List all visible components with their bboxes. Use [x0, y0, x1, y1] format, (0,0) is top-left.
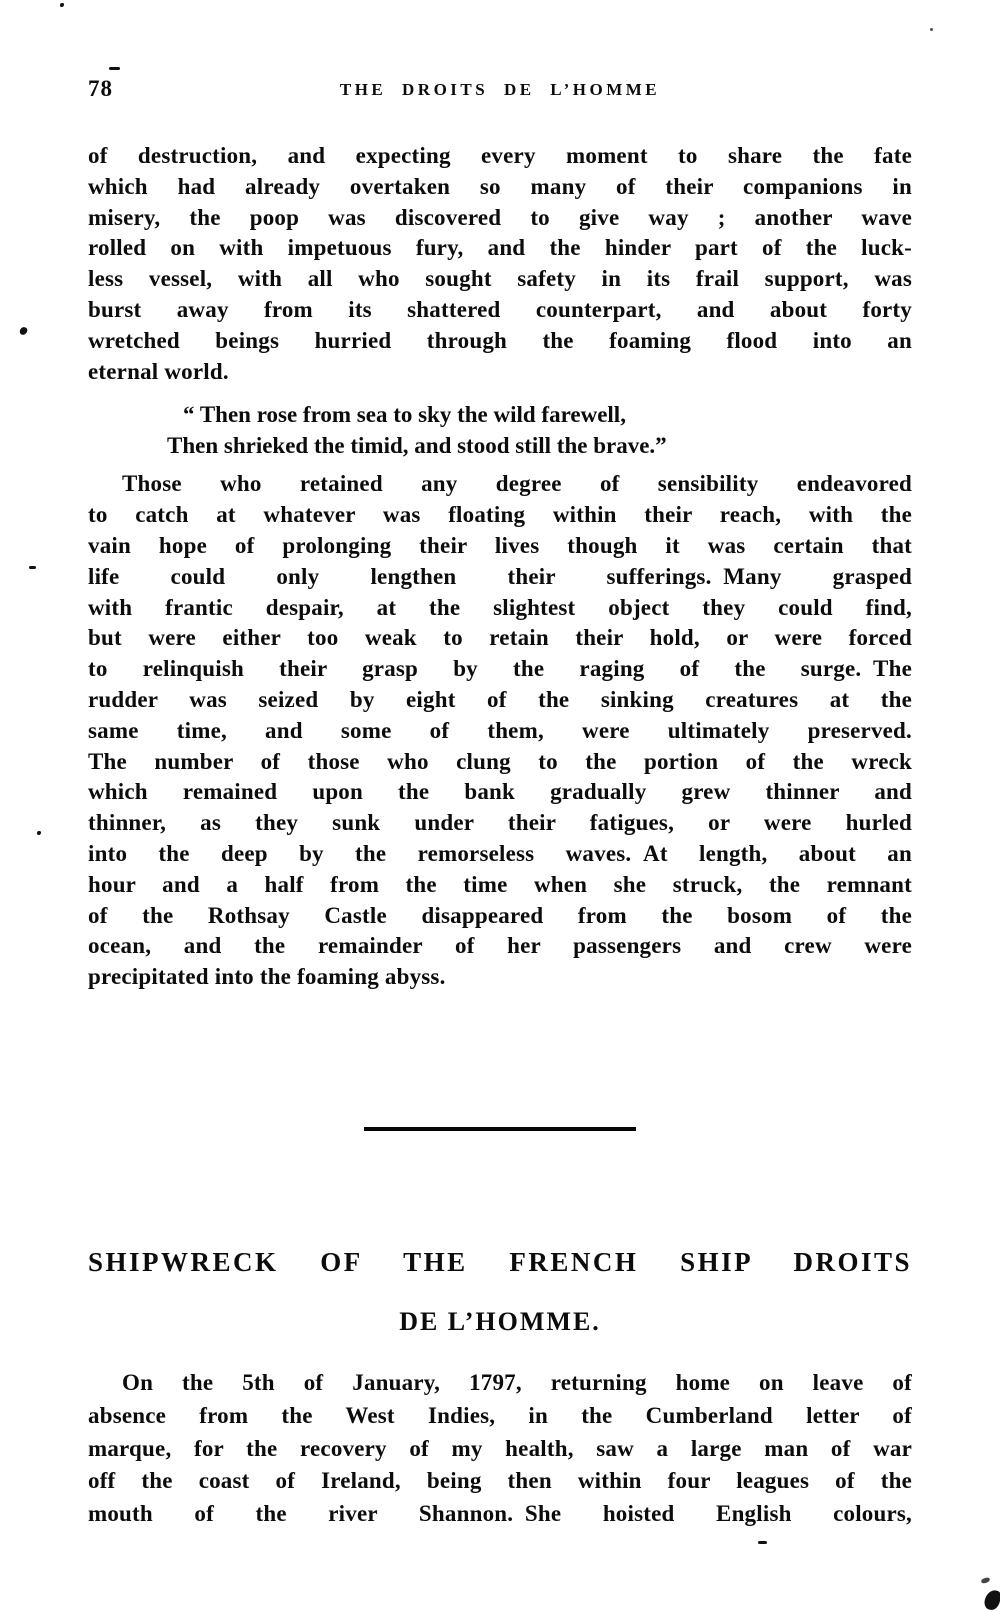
running-header-title: THE DROITS DE L’HOMME [339, 80, 661, 99]
text-line: wretched beings hurried through the foaming flood into an [88, 327, 912, 353]
ink-speck [981, 1577, 991, 1584]
text-line: which had already overtaken so many of their companions in [88, 173, 912, 199]
ink-speck [29, 566, 36, 569]
text-line: rudder was seized by eight of the sinking creatures at the [88, 686, 912, 712]
text-line: hour and a half from the time when she struck, the remnant [88, 871, 912, 897]
text-line: vain hope of prolonging their lives though it was certain that [88, 532, 912, 558]
ink-speck [60, 3, 64, 7]
text-line: to relinquish their grasp by the raging of the surge. The [88, 656, 912, 682]
text-line: into the deep by the remorseless waves. At length, about an [88, 840, 912, 866]
text-line: precipitated into the foaming abyss. [88, 964, 446, 990]
text-line: On the 5th of January, 1797, returning home on leave of [122, 1369, 912, 1395]
ink-speck [930, 28, 933, 31]
text-line: “ Then rose from sea to sky the wild farewell, [183, 402, 626, 428]
section-divider-rule [364, 1127, 636, 1131]
text-line: with frantic despair, at the slightest object they could find, [88, 594, 912, 620]
text-line: off the coast of Ireland, being then within four leagues of the [88, 1468, 912, 1494]
ink-speck [37, 831, 41, 835]
text-line: of destruction, and expecting every moment to share the fate [88, 143, 912, 168]
running-head [88, 0, 912, 108]
ink-speck [19, 326, 29, 336]
page-number: 78 [88, 76, 113, 101]
text-line: Then shrieked the timid, and stood still the brave.” [167, 433, 667, 459]
text-line: rolled on with impetuous fury, and the hinder part of the luck- [88, 235, 912, 261]
ink-speck [758, 1541, 767, 1544]
paragraph-opening [88, 1367, 912, 1531]
text-block [88, 0, 912, 1531]
text-line: burst away from its shattered counterpart, and about forty [88, 296, 912, 322]
ink-speck [983, 1589, 1000, 1612]
text-line: absence from the West Indies, in the Cumberland letter of [88, 1402, 912, 1428]
text-line: misery, the poop was discovered to give way ; another wave [88, 204, 912, 230]
text-line: less vessel, with all who sought safety in its frail support, was [88, 266, 912, 292]
text-line: same time, and some of them, were ultimately preserved. [88, 717, 912, 743]
text-line: Those who retained any degree of sensibility endeavored [122, 471, 912, 497]
ink-speck [109, 67, 120, 70]
text-line: life could only lengthen their sufferings. Many grasped [88, 563, 912, 589]
text-line: to catch at whatever was floating within their reach, with the [88, 502, 912, 528]
text-line: The number of those who clung to the portion of the wreck [88, 748, 912, 774]
text-line: marque, for the recovery of my health, saw a large man of war [88, 1435, 912, 1461]
text-line: mouth of the river Shannon. She hoisted English colours, [88, 1501, 912, 1527]
text-line: ocean, and the remainder of her passengers and crew were [88, 933, 912, 959]
text-line: of the Rothsay Castle disappeared from the bosom of the [88, 902, 912, 928]
text-line: which remained upon the bank gradually grew thinner and [88, 779, 912, 805]
verse-quote [88, 399, 912, 461]
text-line: eternal world. [88, 358, 229, 384]
paragraph-continuation [88, 141, 912, 387]
text-line: but were either too weak to retain their hold, or were forced [88, 625, 912, 651]
text-line: thinner, as they sunk under their fatigues, or were hurled [88, 810, 912, 836]
section-heading-line2: DE L’HOMME. [399, 1306, 601, 1336]
paragraph-sinking [88, 469, 912, 993]
section-heading-line1: SHIPWRECK OF THE FRENCH SHIP DROITS [88, 1246, 912, 1277]
